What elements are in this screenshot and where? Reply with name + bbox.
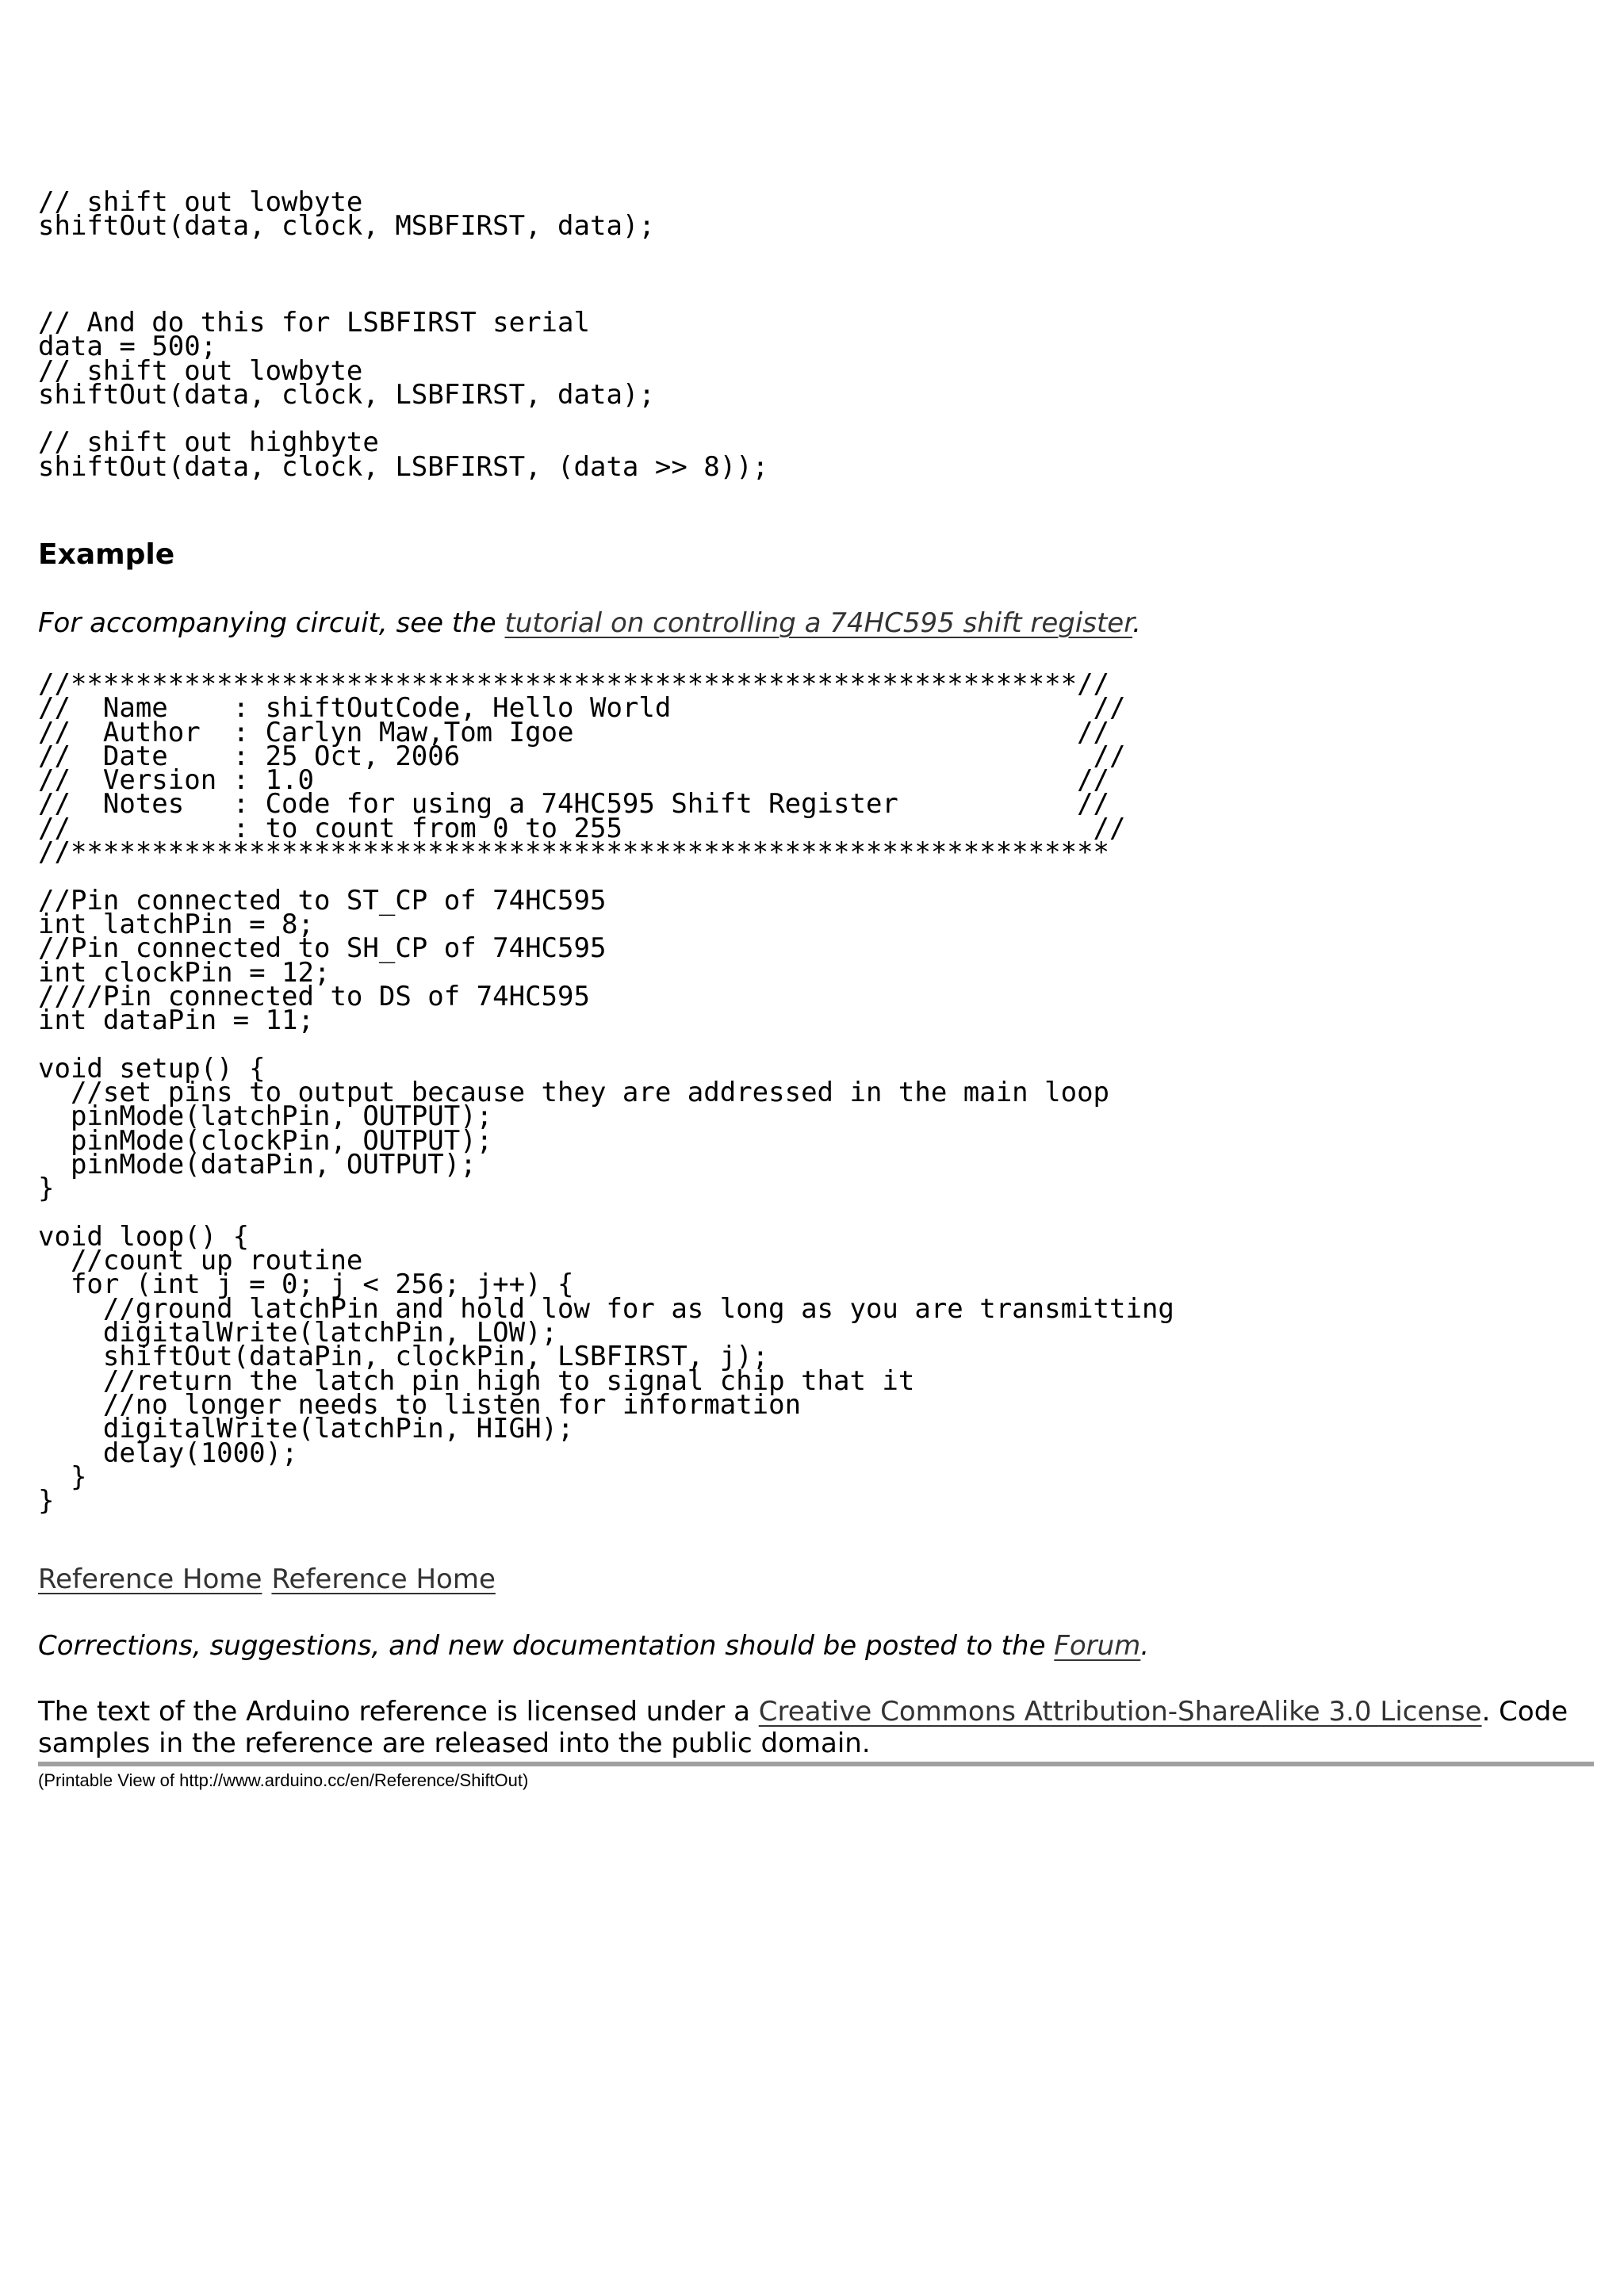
license-text: The text of the Arduino reference is licensed under a — [38, 1696, 759, 1728]
example-intro-period: . — [1132, 607, 1141, 639]
corrections-period: . — [1140, 1630, 1150, 1662]
reference-home-links — [38, 1563, 496, 1595]
example-intro-text: For accompanying circuit, see the — [38, 607, 505, 639]
footer-divider — [38, 1762, 1594, 1766]
example-heading: Example — [38, 538, 175, 571]
printable-view-caption: (Printable View of http://www.arduino.cc/en/Reference/ShiftOut) — [38, 1770, 529, 1790]
code-block-example-sketch: //**************************************************************// // Name : shiftOutCode, Hello World // // Author : Carlyn Maw,Tom Igoe // // Date : 25 Oct, 2006 // // Version : 1.0 // // Notes : Code for using a 74HC595 Shift Register // // : to count from 0 to 255 // //**************************************************************** //Pin connected to ST_CP of 74HC595 int latchPin = 8; //Pin connected to SH_CP of 74HC595 int clockPin = 12; ////Pin connected to DS of 74HC595 int dataPin = 11; void setup() { //set pins to output because they are addressed in the main loop pinMode(latchPin, OUTPUT); pinMode(clockPin, OUTPUT); pinMode(dataPin, OUTPUT); } void loop() { //count up routine for (int j = 0; j < 256; j++) { //ground latchPin and hold low for as long as you are transmitting digitalWrite(latchPin, LOW); shiftOut(dataPin, clockPin, LSBFIRST, j); //return the latch pin high to signal chip that it //no longer needs to listen for information digitalWrite(latchPin, HIGH); delay(1000); } } — [38, 668, 1174, 1517]
license-note — [38, 1696, 1592, 1759]
reference-home-link[interactable]: Reference Home — [38, 1563, 262, 1595]
forum-link[interactable]: Forum — [1054, 1630, 1141, 1662]
code-block-lsbfirst: // And do this for LSBFIRST serial data = 500; // shift out lowbyte shiftOut(data, clock, LSBFIRST, data); // shift out highbyte shiftOut(data, clock, LSBFIRST, (data >> 8)); — [38, 307, 769, 483]
example-intro — [38, 607, 1141, 639]
corrections-text: Corrections, suggestions, and new documentation should be posted to the — [38, 1630, 1055, 1662]
reference-home-link-2[interactable]: Reference Home — [271, 1563, 496, 1595]
creative-commons-license-link[interactable]: Creative Commons Attribution-ShareAlike 3.0 License — [758, 1696, 1482, 1728]
license-suffix-text: . Code samples in the reference are released into the public domain. — [38, 1696, 1568, 1759]
shift-register-tutorial-link[interactable]: tutorial on controlling a 74HC595 shift register — [504, 607, 1133, 639]
code-block-shift-lowbyte: // shift out lowbyte shiftOut(data, clock, MSBFIRST, data); — [38, 186, 655, 243]
corrections-note — [38, 1630, 1149, 1662]
